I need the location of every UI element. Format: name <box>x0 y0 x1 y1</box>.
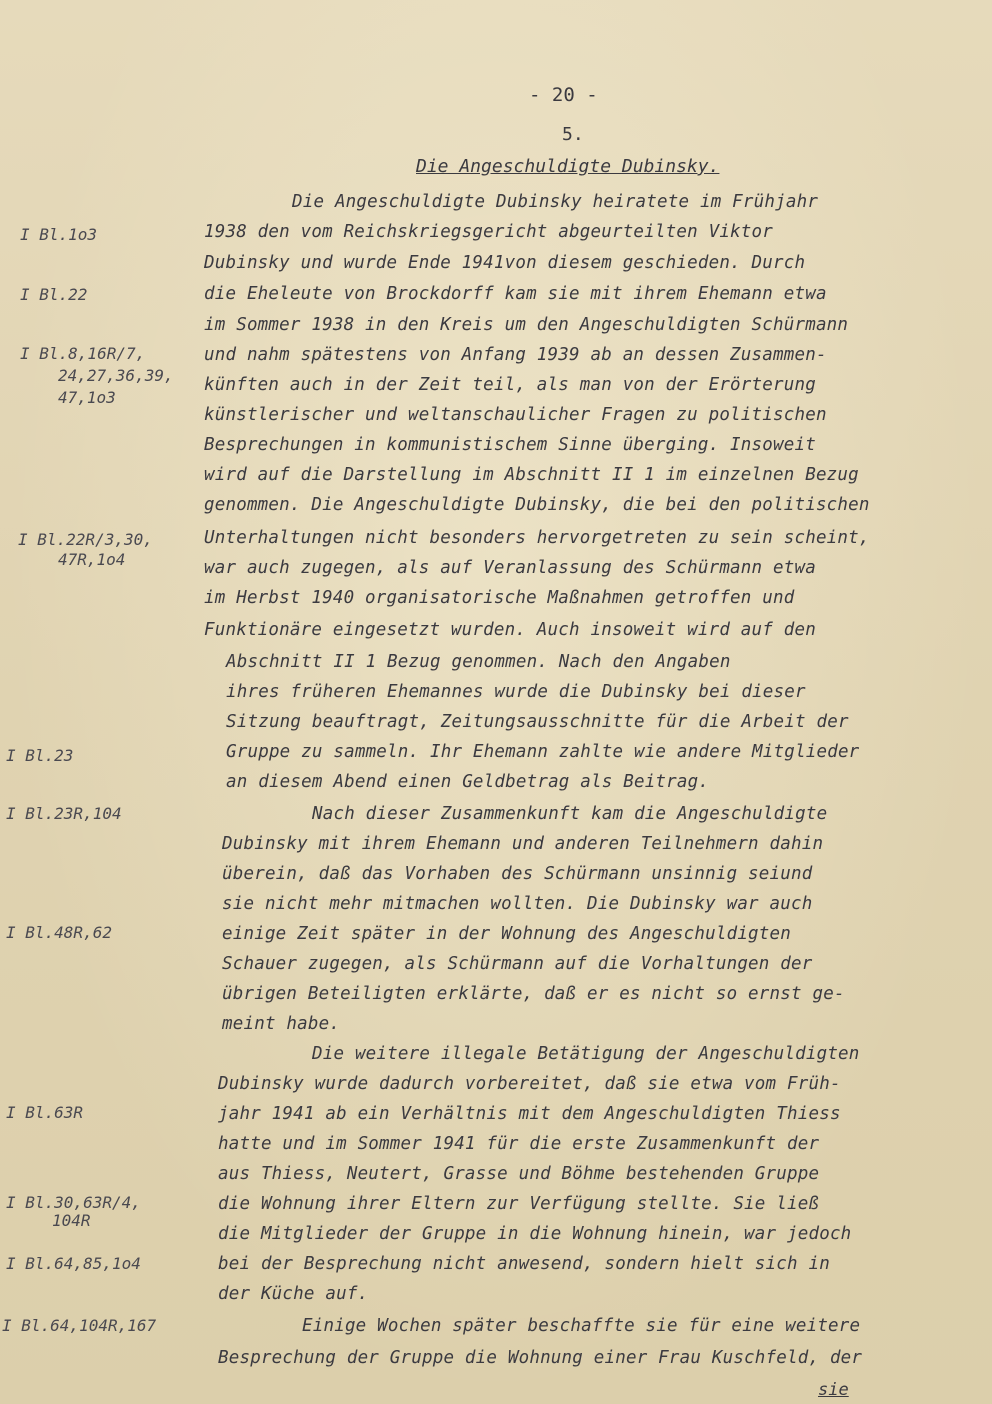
text-line: Sitzung beauftragt, Zeitungsausschnitte für die Arbeit der <box>226 712 849 732</box>
page-number: - 20 - <box>529 84 598 106</box>
text-line: Besprechung der Gruppe die Wohnung einer Frau Kuschfeld, der <box>218 1348 863 1368</box>
text-line: künstlerischer und weltanschaulicher Fragen zu politischen <box>204 405 827 425</box>
text-line: hatte und im Sommer 1941 für die erste Zusammenkunft der <box>218 1134 820 1154</box>
margin-reference: I Bl.22 <box>20 285 88 304</box>
text-line: Die weitere illegale Betätigung der Angeschuldigten <box>312 1044 860 1064</box>
text-line: die Mitglieder der Gruppe in die Wohnung hinein, war jedoch <box>218 1224 852 1244</box>
text-line: Abschnitt II 1 Bezug genommen. Nach den Angaben <box>226 652 731 672</box>
text-line: Unterhaltungen nicht besonders hervorgetreten zu sein scheint, <box>204 528 870 548</box>
text-line: an diesem Abend einen Geldbetrag als Beitrag. <box>226 772 710 792</box>
margin-reference: I Bl.23R,104 <box>6 804 122 823</box>
margin-reference: I Bl.63R <box>6 1103 84 1122</box>
text-line: meint habe. <box>222 1014 341 1034</box>
margin-reference: 104R <box>52 1211 91 1230</box>
text-line: und nahm spätestens von Anfang 1939 ab an dessen Zusammen- <box>204 345 827 365</box>
text-line: Einige Wochen später beschaffte sie für eine weitere <box>302 1316 861 1336</box>
margin-reference: I Bl.8,16R/7, <box>20 344 146 363</box>
margin-reference: 24,27,36,39, <box>58 366 174 385</box>
text-line: überein, daß das Vorhaben des Schürmann unsinnig seiund <box>222 864 813 884</box>
margin-reference: I Bl.23 <box>6 746 74 765</box>
text-line: Nach dieser Zusammenkunft kam die Angeschuldigte <box>312 804 828 824</box>
text-line: jahr 1941 ab ein Verhältnis mit dem Angeschuldigten Thiess <box>218 1104 841 1124</box>
text-line: ihres früheren Ehemannes wurde die Dubinsky bei dieser <box>226 682 806 702</box>
text-line: bei der Besprechung nicht anwesend, sondern hielt sich in <box>218 1254 830 1274</box>
text-line: Dubinsky wurde dadurch vorbereitet, daß sie etwa vom Früh- <box>218 1074 841 1094</box>
margin-reference: I Bl.64,85,1o4 <box>6 1254 141 1273</box>
text-line: übrigen Beteiligten erklärte, daß er es nicht so ernst ge- <box>222 984 845 1004</box>
text-line: im Herbst 1940 organisatorische Maßnahmen getroffen und <box>204 588 795 608</box>
text-line: die Eheleute von Brockdorff kam sie mit ihrem Ehemann etwa <box>204 284 827 304</box>
text-line: Dubinsky und wurde Ende 1941von diesem geschieden. Durch <box>204 253 806 273</box>
text-line: Dubinsky mit ihrem Ehemann und anderen Teilnehmern dahin <box>222 834 824 854</box>
text-line: Schauer zugegen, als Schürmann auf die Vorhaltungen der <box>222 954 813 974</box>
text-line: künften auch in der Zeit teil, als man von der Erörterung <box>204 375 816 395</box>
text-line: Besprechungen in kommunistischem Sinne überging. Insoweit <box>204 435 816 455</box>
text-line: Die Angeschuldigte Dubinsky heiratete im Frühjahr <box>292 192 819 212</box>
margin-reference: I Bl.1o3 <box>20 225 98 244</box>
text-line: aus Thiess, Neutert, Grasse und Böhme bestehenden Gruppe <box>218 1164 820 1184</box>
margin-reference: I Bl.30,63R/4, <box>6 1193 141 1212</box>
margin-reference: I Bl.48R,62 <box>6 923 112 942</box>
section-number: 5. <box>562 124 584 145</box>
margin-reference: I Bl.64,104R,167 <box>2 1316 157 1335</box>
text-line: 1938 den vom Reichskriegsgericht abgeurteilten Viktor <box>204 222 774 242</box>
text-line: einige Zeit später in der Wohnung des Angeschuldigten <box>222 924 792 944</box>
margin-reference: 47,1o3 <box>58 388 116 407</box>
text-line: die Wohnung ihrer Eltern zur Verfügung stellte. Sie ließ <box>218 1194 820 1214</box>
section-heading: Die Angeschuldigte Dubinsky. <box>416 156 720 177</box>
text-line: Gruppe zu sammeln. Ihr Ehemann zahlte wie andere Mitglieder <box>226 742 860 762</box>
text-line: sie nicht mehr mitmachen wollten. Die Dubinsky war auch <box>222 894 813 914</box>
margin-reference: 47R,1o4 <box>58 550 126 569</box>
text-line: war auch zugegen, als auf Veranlassung des Schürmann etwa <box>204 558 816 578</box>
text-line: genommen. Die Angeschuldigte Dubinsky, die bei den politischen <box>204 495 870 515</box>
text-line: der Küche auf. <box>218 1284 369 1304</box>
text-line: Funktionäre eingesetzt wurden. Auch insoweit wird auf den <box>204 620 816 640</box>
text-line: im Sommer 1938 in den Kreis um den Angeschuldigten Schürmann <box>204 315 849 335</box>
catchword: sie <box>818 1380 849 1400</box>
text-line: wird auf die Darstellung im Abschnitt II 1 im einzelnen Bezug <box>204 465 859 485</box>
margin-reference: I Bl.22R/3,30, <box>18 530 153 549</box>
